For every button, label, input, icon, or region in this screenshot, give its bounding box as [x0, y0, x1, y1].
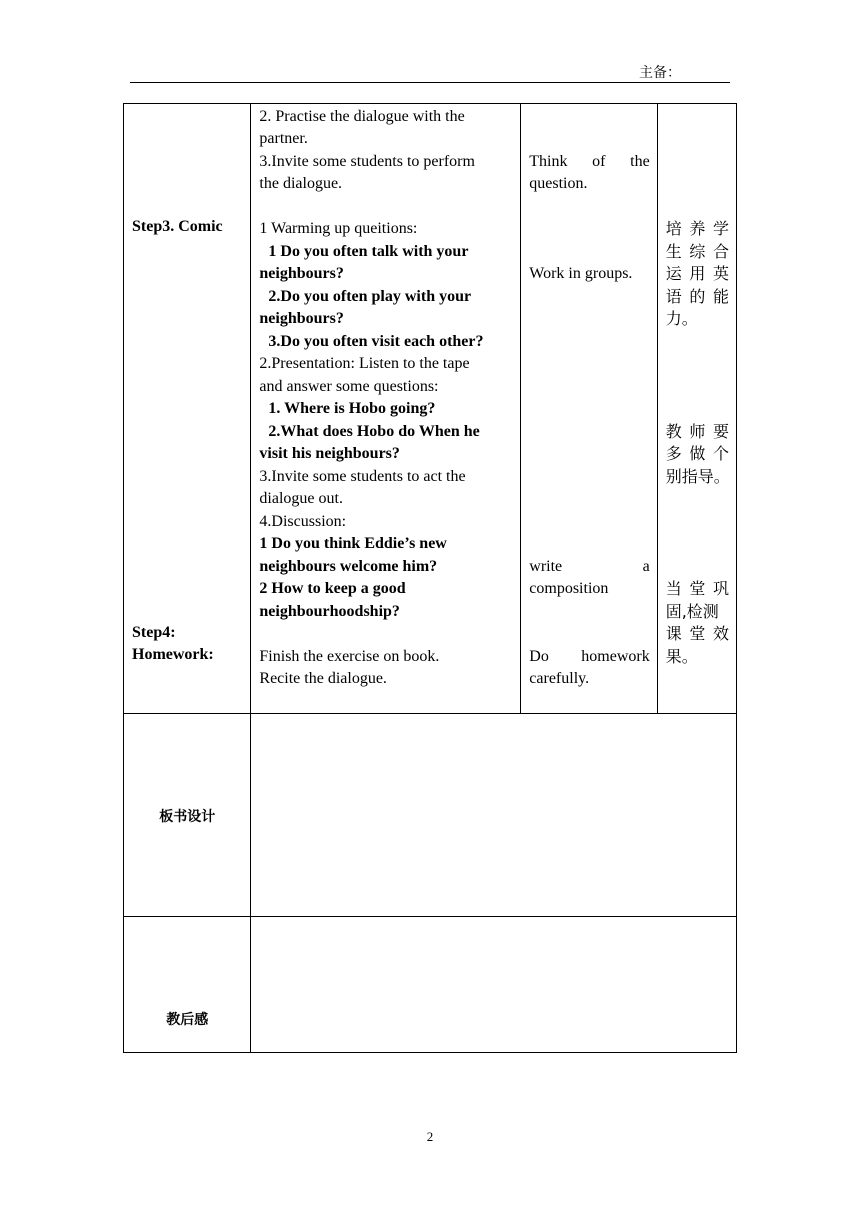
reflection-row — [124, 917, 737, 1053]
content-line: partner. — [259, 130, 308, 147]
purpose-line: 果。 — [665, 647, 698, 666]
content-line: the dialogue. — [259, 175, 343, 192]
content-line: dialogue out. — [259, 490, 343, 507]
warmup-question: neighbours? — [259, 310, 344, 327]
purpose-line: 当 堂 巩 — [665, 579, 729, 598]
discussion-question: neighbourhoodship? — [259, 603, 400, 620]
purpose-line: 教 师 要 — [665, 422, 729, 441]
board-design-label-cell — [124, 714, 251, 917]
content-line: 3.Invite some students to act the — [259, 468, 466, 485]
purpose-line: 语 的 能 — [665, 287, 729, 306]
board-design-row — [124, 714, 737, 917]
purpose-line: 运 用 英 — [665, 264, 729, 283]
content-line: 2. Practise the dialogue with the — [259, 108, 465, 125]
board-design-content-cell — [251, 714, 737, 917]
teacher-activity-cell — [251, 104, 521, 714]
purpose-line: 多 做 个 — [665, 444, 729, 463]
discussion-question: neighbours welcome him? — [259, 558, 438, 575]
header-rule — [130, 82, 730, 83]
warmup-question: 3.Do you often visit each other? — [268, 333, 484, 350]
purpose-cell — [657, 104, 736, 714]
content-line: 3.Invite some students to perform — [259, 153, 475, 170]
student-activity-write: write a — [529, 558, 650, 575]
discussion-question: 2 How to keep a good — [259, 580, 406, 597]
purpose-line: 固,检测 — [665, 602, 719, 621]
purpose-line: 力。 — [665, 309, 698, 328]
reflection-label: 教后感 — [166, 1012, 209, 1028]
purpose-line: 培 养 学 — [665, 219, 729, 238]
page-number: 2 — [426, 1129, 434, 1144]
board-design-label: 板书设计 — [159, 809, 216, 825]
warmup-question: neighbours? — [259, 265, 344, 282]
discussion-question: 1 Do you think Eddie’s new — [259, 535, 447, 552]
student-activity-homework: Do homework — [529, 648, 650, 665]
reflection-content-cell — [251, 917, 737, 1053]
reflection-label-cell — [124, 917, 251, 1053]
header-lead-teacher: 主备： — [639, 65, 681, 81]
purpose-line: 课 堂 效 — [665, 624, 729, 643]
student-activity-think-cont: question. — [529, 175, 588, 192]
presentation-question: visit his neighbours? — [259, 445, 400, 462]
student-activity-groups: Work in groups. — [529, 265, 633, 282]
step4-label-line2: Homework: — [132, 646, 214, 663]
student-activity-write-cont: composition — [529, 580, 609, 597]
content-line: and answer some questions: — [259, 378, 439, 395]
student-activity-cell — [521, 104, 657, 714]
lesson-plan-table — [123, 103, 737, 1053]
purpose-line: 生 综 合 — [665, 242, 729, 261]
presentation-question: 2.What does Hobo do When he — [268, 423, 480, 440]
homework-line: Recite the dialogue. — [259, 670, 387, 687]
content-line: 2.Presentation: Listen to the tape — [259, 355, 470, 372]
student-activity-homework-cont: carefully. — [529, 670, 590, 687]
warmup-question: 2.Do you often play with your — [268, 288, 472, 305]
step-column-cell — [124, 104, 251, 714]
presentation-question: 1. Where is Hobo going? — [268, 400, 436, 417]
step4-label-line1: Step4: — [132, 624, 176, 641]
student-activity-think: Think of the — [529, 153, 650, 170]
step3-label: Step3. Comic — [132, 218, 223, 235]
purpose-line: 别指导。 — [665, 467, 730, 486]
content-line: 4.Discussion: — [259, 513, 347, 530]
warmup-question: 1 Do you often talk with your — [268, 243, 469, 260]
homework-line: Finish the exercise on book. — [259, 648, 440, 665]
teaching-steps-row — [124, 104, 737, 714]
content-line: 1 Warming up queitions: — [259, 220, 418, 237]
